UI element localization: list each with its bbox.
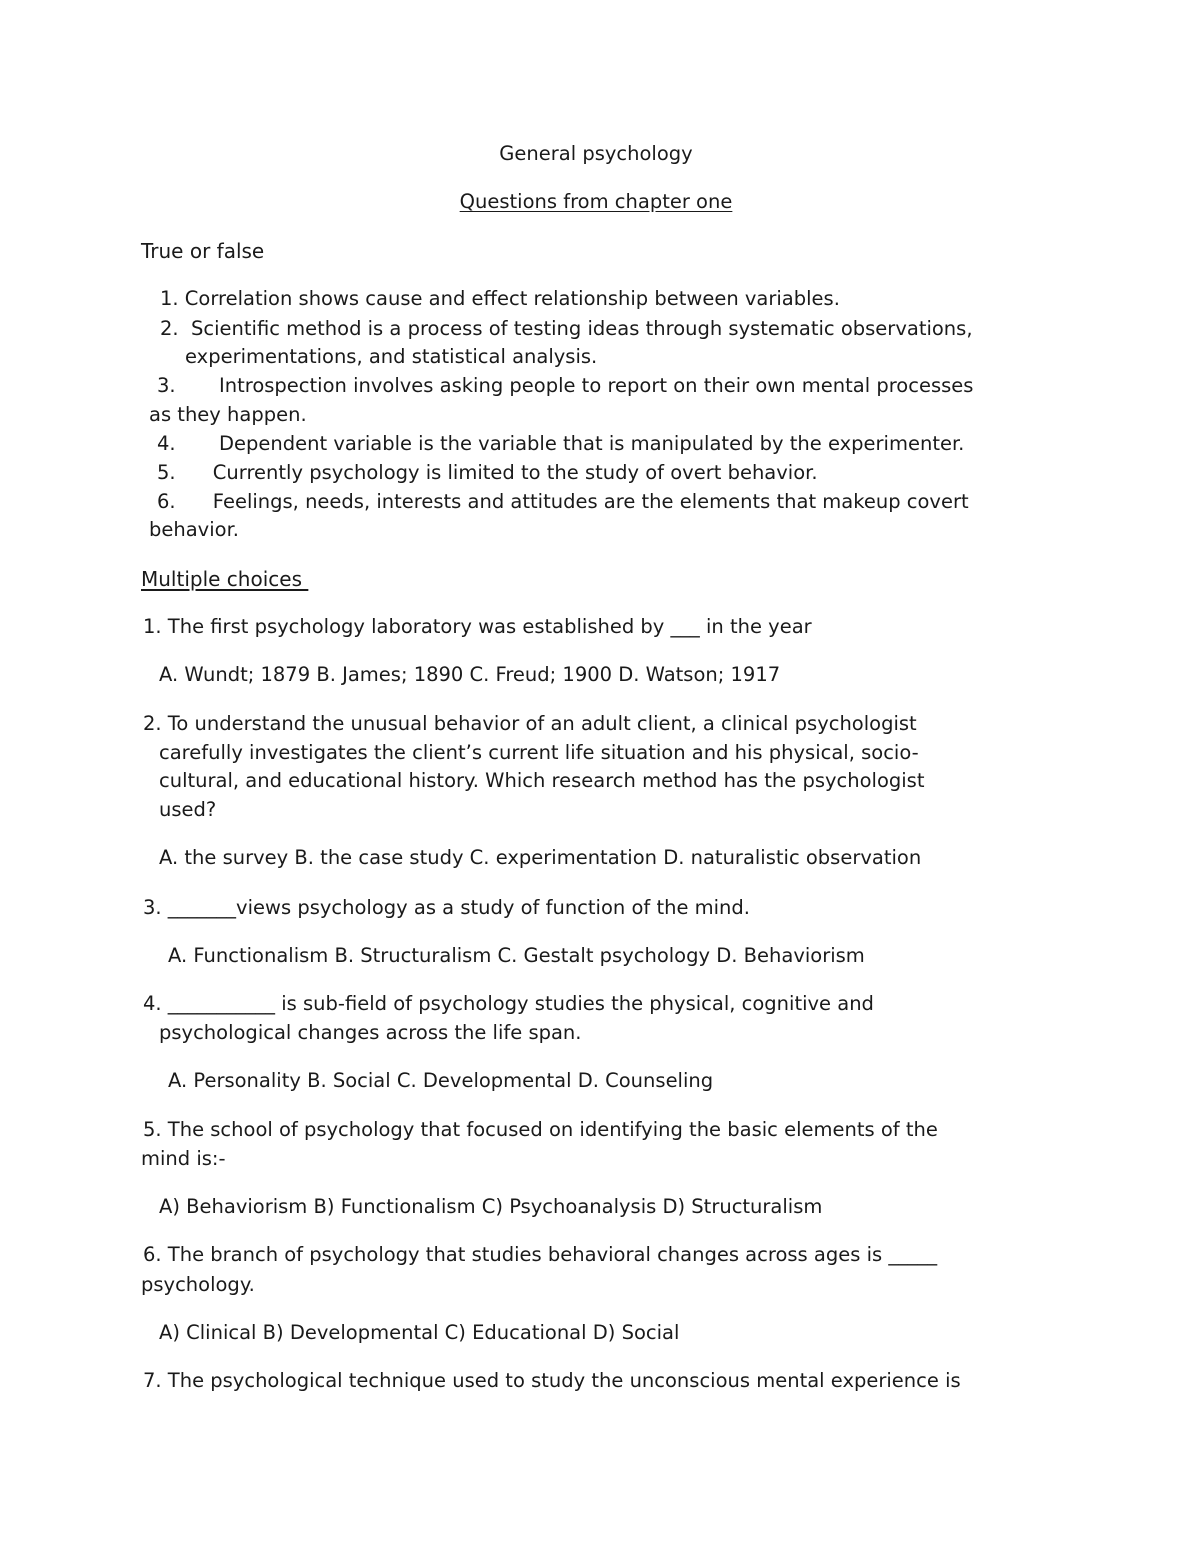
question-line: 3. _______views psychology as a study of function of the mind. bbox=[143, 896, 750, 919]
question-line: 6. The branch of psychology that studies behavioral changes across ages is _____ bbox=[143, 1243, 938, 1266]
answer-options: A. the survey B. the case study C. experimentation D. naturalistic observation bbox=[159, 846, 922, 869]
question-line: psychological changes across the life span. bbox=[159, 1021, 582, 1044]
question-line: 7. The psychological technique used to study the unconscious mental experience is bbox=[143, 1369, 961, 1392]
list-item: 4. Dependent variable is the variable that is manipulated by the experimenter. bbox=[157, 432, 965, 455]
list-item: experimentations, and statistical analysis. bbox=[185, 345, 598, 368]
answer-options: A) Behaviorism B) Functionalism C) Psychoanalysis D) Structuralism bbox=[159, 1195, 823, 1218]
multiple-choice-heading: Multiple choices bbox=[141, 567, 309, 591]
question-line: 4. ___________ is sub-field of psychology studies the physical, cognitive and bbox=[143, 992, 874, 1015]
question-line: 5. The school of psychology that focused on identifying the basic elements of the bbox=[143, 1118, 938, 1141]
list-item: 5. Currently psychology is limited to the study of overt behavior. bbox=[157, 461, 818, 484]
question-line: used? bbox=[159, 798, 217, 821]
question-line: mind is:- bbox=[141, 1147, 226, 1170]
answer-options: A. Personality B. Social C. Developmental D. Counseling bbox=[168, 1069, 714, 1092]
answer-options: A. Wundt; 1879 B. James; 1890 C. Freud; 1900 D. Watson; 1917 bbox=[159, 663, 781, 686]
document-subtitle: Questions from chapter one bbox=[459, 190, 733, 213]
question-line: 2. To understand the unusual behavior of an adult client, a clinical psychologist bbox=[143, 712, 917, 735]
answer-options: A. Functionalism B. Structuralism C. Gestalt psychology D. Behaviorism bbox=[168, 944, 865, 967]
list-item: behavior. bbox=[149, 518, 239, 541]
list-item: 2. Scientific method is a process of testing ideas through systematic observations, bbox=[160, 317, 973, 340]
question-line: cultural, and educational history. Which research method has the psychologist bbox=[159, 769, 925, 792]
question-line: 1. The first psychology laboratory was established by ___ in the year bbox=[143, 615, 812, 638]
list-item: 1. Correlation shows cause and effect relationship between variables. bbox=[160, 287, 840, 310]
answer-options: A) Clinical B) Developmental C) Educational D) Social bbox=[159, 1321, 680, 1344]
question-line: carefully investigates the client’s current life situation and his physical, socio- bbox=[159, 741, 919, 764]
list-item: 3. Introspection involves asking people to report on their own mental processes bbox=[157, 374, 974, 397]
list-item: as they happen. bbox=[149, 403, 307, 426]
question-line: psychology. bbox=[141, 1273, 255, 1296]
document-title: General psychology bbox=[499, 142, 693, 165]
list-item: 6. Feelings, needs, interests and attitudes are the elements that makeup covert bbox=[157, 490, 969, 513]
true-false-heading: True or false bbox=[141, 239, 265, 263]
